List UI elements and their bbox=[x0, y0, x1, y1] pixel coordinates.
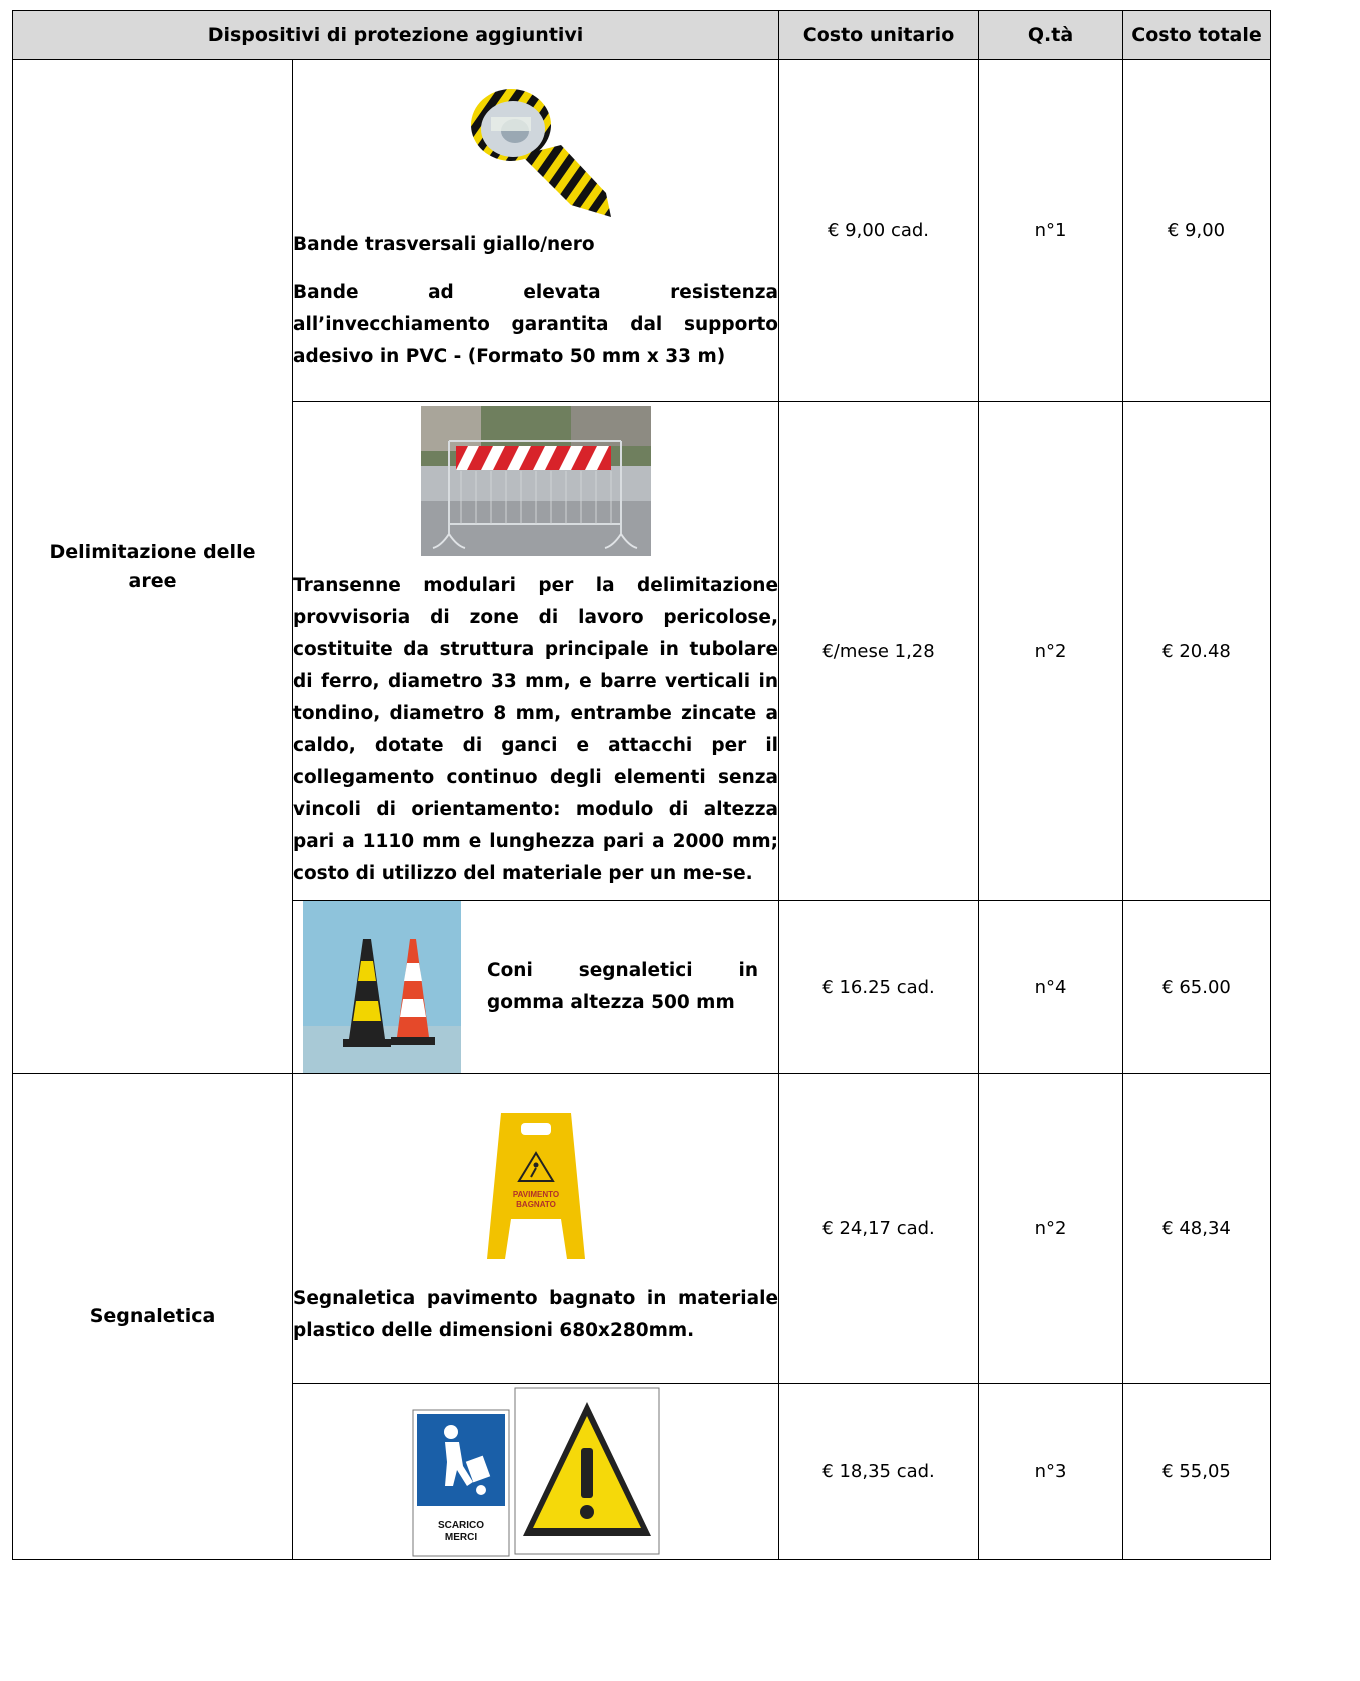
total: € 65.00 bbox=[1162, 976, 1231, 998]
unit-cost: € 16.25 cad. bbox=[822, 976, 935, 998]
header-devices: Dispositivi di protezione aggiuntivi bbox=[13, 11, 779, 60]
qty: n°1 bbox=[1034, 220, 1067, 241]
item-title: Bande trasversali giallo/nero bbox=[293, 233, 595, 255]
header-unit-cost: Costo unitario bbox=[779, 11, 979, 60]
header-row bbox=[13, 11, 1271, 60]
sign-text: BAGNATO bbox=[515, 1199, 556, 1209]
total-cell bbox=[1123, 901, 1271, 1074]
item-description: Coni segnaletici in gomma altezza 500 mm bbox=[487, 960, 759, 1013]
item-description-cell bbox=[293, 402, 779, 901]
total-cell bbox=[1123, 60, 1271, 402]
qty-cell bbox=[979, 1384, 1123, 1560]
qty-cell bbox=[979, 1074, 1123, 1384]
unit-cost-cell bbox=[779, 1074, 979, 1384]
unit-cost: € 9,00 cad. bbox=[827, 220, 930, 241]
qty: n°2 bbox=[1034, 1218, 1067, 1239]
table-row bbox=[13, 60, 1271, 402]
total-cell bbox=[1123, 402, 1271, 901]
qty-cell bbox=[979, 60, 1123, 402]
tape-roll-icon bbox=[293, 77, 778, 225]
total: € 55,05 bbox=[1162, 1461, 1231, 1482]
total-cell bbox=[1123, 1074, 1271, 1384]
unit-cost-cell bbox=[779, 901, 979, 1074]
item-description: Transenne modulari per la delimitazione provvisoria di zone di lavoro pericolose, costituite da struttura principale in tubolare di ferro, diametro 33 mm, e barre verticali in tondino, diametro 8 mm, entrambe zincate a caldo, dotate di ganci e attacchi per il collegamento continuo degli elementi senza vincoli di orientamento: modulo di altezza pari a 1110 mm e lunghezza pari a 2000 mm; costo di utilizzo del materiale per un me-se. bbox=[293, 575, 779, 884]
sign-text: PAVIMENTO bbox=[512, 1189, 559, 1199]
traffic-cones-icon bbox=[303, 901, 461, 1073]
category-label: Segnaletica bbox=[89, 1305, 216, 1327]
qty-cell bbox=[979, 402, 1123, 901]
cost-table bbox=[12, 10, 1271, 1560]
qty: n°4 bbox=[1034, 976, 1067, 998]
total-cell bbox=[1123, 1384, 1271, 1560]
sign-text: SCARICO bbox=[437, 1519, 484, 1531]
total: € 20.48 bbox=[1162, 640, 1231, 662]
header-total: Costo totale bbox=[1123, 11, 1271, 60]
item-description-cell bbox=[293, 60, 779, 402]
unit-cost-cell bbox=[779, 1384, 979, 1560]
unit-cost-cell bbox=[779, 402, 979, 901]
item-description-cell bbox=[293, 901, 779, 1074]
wet-floor-sign-icon bbox=[293, 1103, 778, 1283]
unit-cost-cell bbox=[779, 60, 979, 402]
qty: n°2 bbox=[1034, 640, 1067, 662]
item-description-cell bbox=[293, 1384, 779, 1560]
sign-text: MERCI bbox=[444, 1531, 477, 1543]
unit-cost: €/mese 1,28 bbox=[822, 640, 935, 662]
category-segnaletica bbox=[13, 1074, 293, 1560]
total: € 9,00 bbox=[1167, 220, 1226, 241]
qty: n°3 bbox=[1034, 1461, 1067, 1482]
item-description: Bande ad elevata resistenza all’invecchiamento garantita dal supporto adesivo in PVC - (Formato 50 mm x 33 m) bbox=[293, 281, 779, 367]
unit-cost: € 18,35 cad. bbox=[822, 1461, 935, 1482]
table-row bbox=[13, 1074, 1271, 1384]
category-label: Delimitazione delle aree bbox=[49, 540, 256, 592]
item-description-cell bbox=[293, 1074, 779, 1384]
barrier-icon bbox=[293, 402, 778, 570]
item-description: Segnaletica pavimento bagnato in materiale plastico delle dimensioni 680x280mm. bbox=[293, 1287, 779, 1341]
unit-cost: € 24,17 cad. bbox=[822, 1218, 935, 1239]
total: € 48,34 bbox=[1162, 1218, 1231, 1239]
qty-cell bbox=[979, 901, 1123, 1074]
header-qty: Q.tà bbox=[979, 11, 1123, 60]
category-delimitazione bbox=[13, 60, 293, 1074]
unloading-warning-signs-icon bbox=[293, 1386, 778, 1558]
